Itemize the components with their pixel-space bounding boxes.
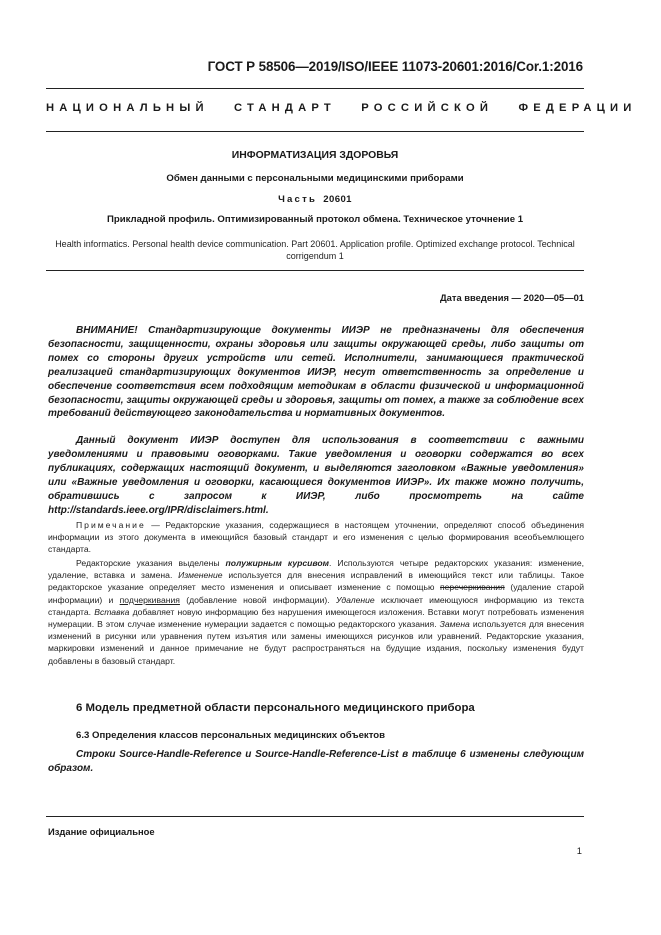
section-6-3-heading: 6.3 Определения классов персональных медицинских объектов: [76, 730, 386, 741]
body-text-8: используется для внесения изменений в рисунки или уравнения путем изъятия или замены имеющихся рисунков или уравнений. Редакторские указания, маркировки изменений и данное примечание не будут распространяться на будущие издания, поскольку изменения будут добавлены в базовый стандарт.: [48, 619, 585, 666]
section-6-3-text: Строки Source-Handle-Reference и Source-Handle-Reference-List в таблице 6 изменены следующим образом.: [48, 749, 584, 774]
header-rule-top: [46, 88, 584, 89]
body-strikethrough: перечеркивания: [440, 582, 505, 593]
part-line: [46, 194, 584, 205]
body-text-2: . Используются четыре редакторских указания: изменение, удаление, вставка и замена.: [48, 558, 585, 581]
footer-rule: [46, 816, 584, 817]
introduction-date: Дата введения — 2020—05—01: [439, 292, 584, 303]
official-edition-label: Издание официальное: [48, 826, 155, 837]
note-text: — Редакторские указания, содержащиеся в настоящем уточнении, определяют способ объединения информации из этого документа в имеющийся базовый стандарт и его изменения с целью формирования всеобъемлющего стандарта.: [48, 520, 584, 555]
body-underline: подчеркивания: [119, 594, 180, 605]
body-text-4: (удаление старой информации) и: [48, 582, 584, 605]
part-word: Часть: [278, 194, 318, 205]
body-italic-replace: Замена: [439, 619, 470, 630]
body-text-1: Редакторские указания выделены: [76, 558, 226, 568]
body-text-7: добавляет новую информацию без нарушения имеющегося изложения. Вставки могут потребовать изменения нумерации. В этом случае изменение нумерации задается с помощью редакторского указания.: [48, 606, 584, 630]
part-number: 20601: [323, 194, 352, 205]
english-title: Health informatics. Personal health device communication. Part 20601. Application profile. Optimized exchange protocol. Technical corrigendum 1: [55, 239, 575, 261]
warning-paragraph-2: Данный документ ИИЭР доступен для использования в соответствии с важными уведомлениями и правовыми оговорками. Такие уведомления и оговорки содержатся во всех публикациях, содержащих настоящий документ, и выделяются заголовком «Важные уведомления» или «Важные уведомления и оговорки, касающиеся документов ИИЭР». Их также можно получить, обратившись с запросом к ИИЭР, либо просмотреть на сайте http://standards.ieee.org/IPR/disclaimers.html.: [48, 435, 584, 516]
standard-subtitle: Обмен данными с персональными медицинскими приборами: [166, 173, 464, 184]
note-paragraph: [48, 519, 584, 556]
note-label: Примечание: [76, 520, 146, 530]
body-text-5: (добавление новой информации).: [179, 594, 336, 605]
standard-title: ИНФОРМАТИЗАЦИЯ ЗДОРОВЬЯ: [231, 150, 399, 161]
body-italic-insert: Вставка: [94, 606, 130, 617]
body-bold-italic: полужирным курсивом: [225, 558, 329, 568]
body-text-3: используется для внесения исправлений в имеющийся текст или таблицы. Такое редакторское указание определяет место изменения и описывает изменение с помощью: [48, 570, 584, 593]
profile-title: Прикладной профиль. Оптимизированный протокол обмена. Техническое уточнение 1: [106, 214, 524, 225]
body-text-6: исключает имеющуюся информацию из текста стандарта.: [48, 594, 584, 617]
section-6-heading: 6 Модель предметной области персонального медицинского прибора: [76, 702, 475, 714]
body-italic-delete: Удаление: [335, 594, 375, 605]
page-number: 1: [576, 845, 582, 856]
header-rule-bottom: [46, 131, 584, 132]
national-standard-heading: НАЦИОНАЛЬНЫЙ СТАНДАРТ РОССИЙСКОЙ ФЕДЕРАЦИИ: [46, 102, 637, 114]
warning-paragraph-1: ВНИМАНИЕ! Стандартизирующие документы ИИЭР не предназначены для обеспечения безопасности, защищенности, охраны здоровья или защиты окружающей среды, либо защиты от помех со стороны других устройств или сетей. Исполнители, занимающиеся практической реализацией стандартизирующих документов ИИЭР, несут ответственность за определение и обеспечение соответствия всем подходящим методикам в области физической и информационной безопасности, защиты окружающей среды и здоровья, защиты от помех, а также за соблюдение всех требований действующего законодательства и нормативных документов.: [48, 325, 584, 420]
document-code: ГОСТ Р 58506—2019/ISO/IEEE 11073-20601:2016/Cor.1:2016: [207, 59, 583, 74]
body-italic-change: Изменение: [178, 570, 223, 581]
title-rule: [46, 270, 584, 271]
editorial-instructions-paragraph: [48, 557, 584, 667]
